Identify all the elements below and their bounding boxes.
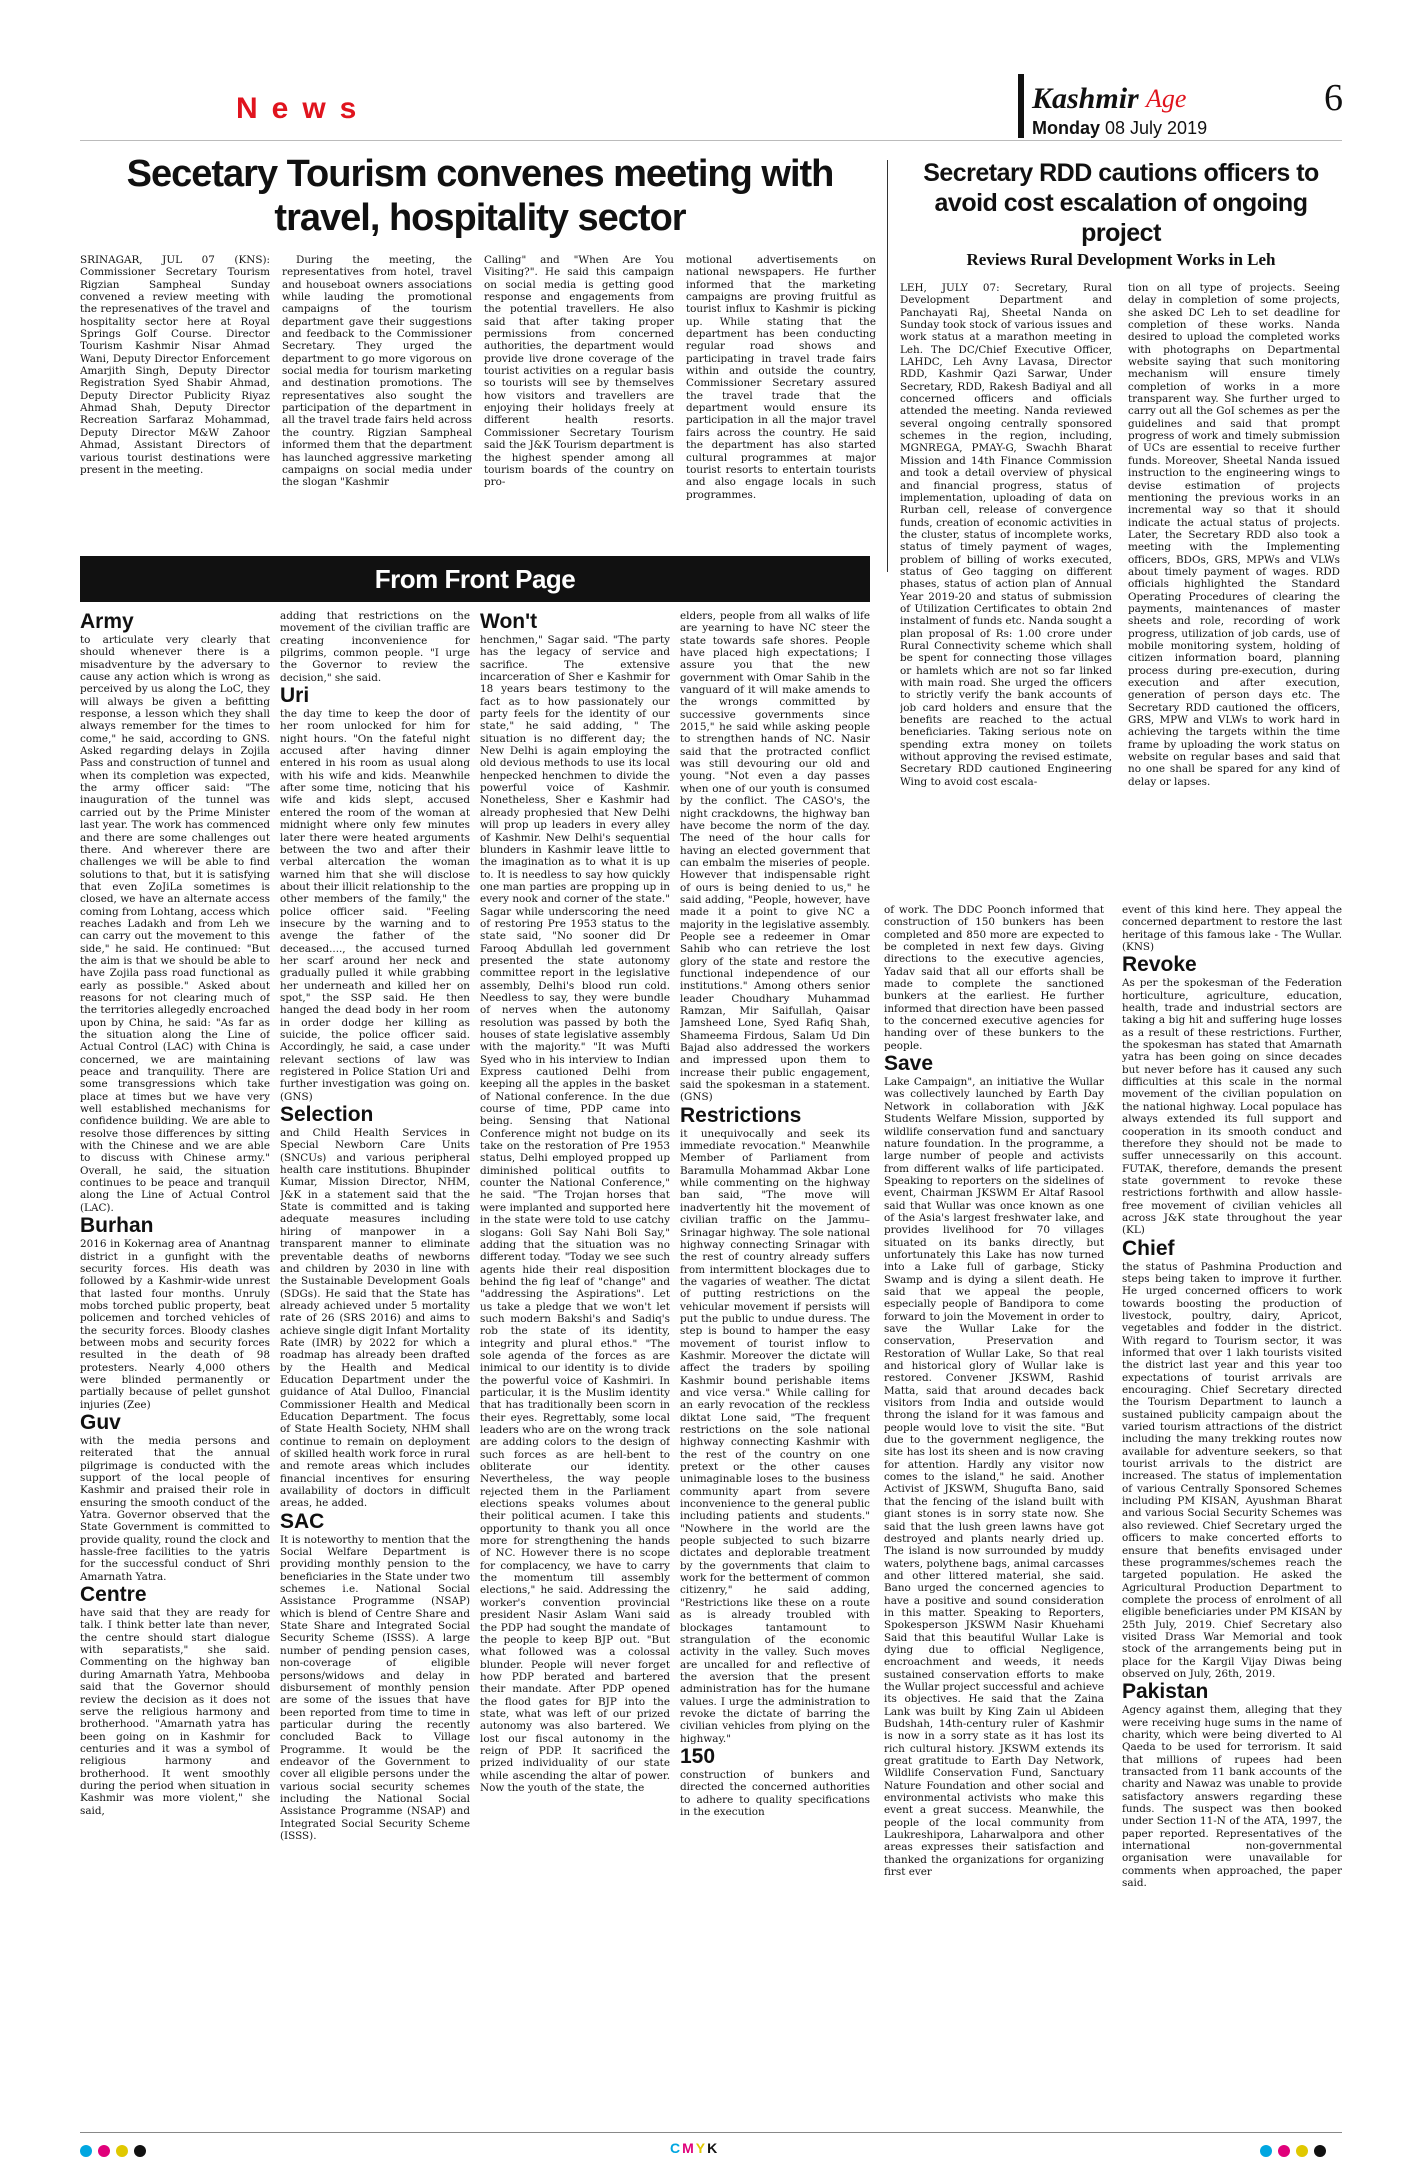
article-text: construction of bunkers and directed the concerned authorities to adhere to quality specifications in the execution [680,1768,870,1818]
subhead-revoke: Revoke [1122,953,1197,977]
front-page-col-3 [480,610,670,2126]
article-text: It is noteworthy to mention that the Social Welfare Department is providing monthly pension to the beneficiaries in the State under two schemes i.e. National Social Assistance Programme (NSAP) which is blend of Centre Share and State Share and Integrated Social Security Scheme (ISSS). A large number of pending pension cases, non-coverage of eligible persons/widows and delay in disbursement of monthly pension are some of the issues that have been reported from time to time in particular during the recently concluded Back to Village Programme. It would be the endeavor of the Government to cover all eligible persons under the various social security schemes including the National Social Assistance Programme (NSAP) and Integrated Social Security Scheme (ISSS). [280,1533,470,1842]
subhead-save: Save [884,1052,934,1076]
subhead-sac: SAC [280,1509,325,1533]
subhead-won-t: Won't [480,610,538,633]
story1-col-3: Calling" and "When Are You Visiting?". He said this campaign on social media is getting good response and engagements from the potential travellers. He also said that after taking proper permissions from concerned authorities, the department would provide live drone coverage of the tourist activities on a regular basis so tourists will see by themselves how visitors and travellers are enjoying their holidays freely at different health resorts. Commissioner Secretary Tourism said the J&K Tourism department is the highest spender among all tourism boards of the country on pro- [484,254,674,489]
article-text: adding that restrictions on the movement of the civilian traffic are creating inconvenience for pilgrims, common people. "I urge the Governor to review the decision," she said. [280,610,470,684]
article-text: the status of Pashmina Production and steps being taken to improve it further. He urged concerned officers to work towards boosting the production of livestock, poultry, dairy, Apricot, vegetables and fodder in the district. With regard to Tourism sector, it was informed that over 1 lakh tourists visited the district last year and this year too expectations of tourist arrivals are encouraging. Chief Secretary directed the Tourism Department to launch a sustained publicity campaign about the varied tourism attractions of the district including the many trekking routes now available for adventure seekers, so that tourist arrivals to the district are increased. The status of implementation of various Centrally Sponsored Schemes including PM KISAN, Ayushman Bharat and various Social Security Schemes was also reviewed. Chief Secretary urged the officers to make concerted efforts to ensure that benefits envisaged under these programmes/schemes reach the targeted population. He asked the Agricultural Production Department to complete the process of enrolment of all eligible beneficiaries under PM KISAN by 25th July, 2019. Chief Secretary also visited Drass War Memorial and took stock of the arrangements being put in place for the Kargil Vijay Diwas being observed on July, 26th, 2019. [1122,1260,1342,1680]
article-text: Agency against them, alleging that they were receiving huge sums in the name of charity, which were being diverted to Al Qaeda to be used for terrorism. It said that millions of rupees had been transacted from 11 bank accounts of the charity and Nawaz was unable to provide satisfactory answers regarding these funds. The suspect was then booked under Section 11-N of the ATA, 1997, the paper reported. Representatives of the international non-governmental organisation were unavailable for comments when approached, the paper said. [1122,1704,1342,1890]
article-text: of work. The DDC Poonch informed that construction of 150 bunkers has been completed and 850 more are expected to be completed in next few days. Giving directions to the executive agencies, Yadav said that all our efforts shall be made to complete the sanctioned bunkers at the earliest. He further informed that direction have been passed to the concerned executive agencies for handing over of these bunkers to the people. [884,904,1104,1052]
article-text: 2016 in Kokernag area of Anantnag district in a gunfight with the security forces. His death was followed by a Kashmir-wide unrest that lasted four months. Unruly mobs torched public property, beat policemen and torched vehicles of the security forces. Bloody clashes between mobs and security forces resulted in the death of 98 protesters. Nearly 4,000 others were blinded permanently or partially because of pellet gunshot injuries (Zee) [80,1238,270,1411]
front-page-banner: From Front Page [80,556,870,602]
article-text: event of this kind here. They appeal the concerned department to restore the last heritage of this famous lake - The Wullar. (KNS) [1122,904,1342,954]
footer-rule [80,2132,1342,2133]
newspaper-logo [1018,74,1338,144]
article-text: and Child Health Services in Special Newborn Care Units (SNCUs) and various peripheral health care institutions. Bhupinder Kumar, Mission Director, NHM, J&K in a statement said that the State is committed and is taking adequate measures including hiring of manpower in a transparent manner to eliminate preventable deaths of newborns and children by 2030 in line with the Sustainable Development Goals (SDGs). He said that the State has already achieved under 5 mortality rate of 26 (SRS 2016) and aims to achieve single digit Infant Mortality Rate (IMR) by 2022 for which a roadmap has already been drafted by the Health and Medical Education Department under the guidance of Atal Dulloo, Financial Commissioner Health and Medical Education Department. The focus of State Health Society, NHM shall continue to remain on deployment of skilled health work force in rural and remote areas which includes financial incentives for ensuring availability of doctors in difficult areas, he added. [280,1127,470,1510]
article-text: As per the spokesman of the Federation horticulture, agriculture, education, health, trade and industrial sectors are taking a big hit and suffering huge losses as a result of these restrictions. Further, the spokesman has stated that Amarnath yatra has been going on since decades but never before has it caused any such difficulties at this scale in the normal movement of the civilian population on the national highway. Local populace has always extended its full support and cooperation in its smooth conduct and therefore they should not be made to suffer unnecessarily on this account. FUTAK, therefore, demands the present state government to revoke these restrictions forthwith and allow hassle-free movement of civilian vehicles all across J&K state throughout the year (KL) [1122,977,1342,1237]
article-text: it unequivocally and seek its immediate revocation." Meanwhile Member of Parliament from Baramulla Mohammad Akbar Lone while commenting on the highway ban said, "The move will inadvertently hit the movement of civilian traffic on the Jammu–Srinagar highway. The sole national highway connecting Srinagar with the rest of country already suffers from intermittent blockages due to the vagaries of weather. The dictat of putting restrictions on the vehicular movement if persists will put the public to undue duress. The step is bound to hamper the easy movement of tourist inflow to Kashmir. Moreover the dictate will affect the traders by spoiling Kashmir bound perishable items and vice versa." While calling for an early revocation of the reckless diktat Lone said, "The frequent restrictions on the sole national highway connecting Kashmir with the rest of the country on one pretext or the other causes unimaginable loses to the business community apart from severe inconvenience to the general public including patients and students." "Nowhere in the world are the people subjected to such bizarre dictates and deplorable treatment by the governments that claim to work for the betterment of common citizenry," he said adding, "Restrictions like these on a route as is already troubled with blockages tantamount to strangulation of the economic activity in the valley. Such moves are uncalled for and reflective of the aversion that the present administration has for the humane values. I urge the administration to revoke the dictate of barring the civilian vehicles from plying on the highway." [680,1127,870,1745]
column-divider [887,160,888,572]
section-title: News [236,92,371,125]
article-text: to articulate very clearly that should whenever there is a misadventure by the adversary to cause any action which is wrong as perceived by us along the LoC, they will always be given a befitting response, a lesson which they shall always remember for the times to come," he said, according to GNS. Asked regarding delays in Zojila Pass and construction of tunnel and when its completion was expected, the army officer said: "The inauguration of the tunnel was carried out by the Prime Minister last year. The work has commenced and there are some challenges out there. And wherever there are challenges we will be able to find solutions to that, but it is satisfying that even ZoJiLa sometimes is closed, we have an alternate access coming from Lohtang, access which reaches Ladakh and from Leh we can carry out the movement to this side," he said. He continued: "But the aim is that we should be able to have Zojila pass road functional as early as possible." Asked about reasons for not clearing much of the territories allegedly encroached upon by China, he said: "As far as the situation along the Line of Actual Control (LAC) with China is concerned, we are maintaining peace and tranquility. There are some transgressions which take place at times but we have very well established mechanisms for confidence building. We are able to resolve those differences by sitting with the Chinese and we are able to discuss with Chinese army." Overall, he said, the situation continues to be peace and tranquil along the Line of Actual Control (LAC). [80,634,270,1214]
article-text: the day time to keep the door of her room unlocked for him for night hours. "On the fateful night accused after having dinner entered in his room as usual along with his wife and kids. Meanwhile after some time, noticing that his wife and kids slept, accused entered the room of the woman at midnight where only few minutes later there were heated arguments between the two and after their verbal altercation the woman warned him that she will disclose about their illicit relationship to the other members of the family," the police officer said. "Feeling insecure by the warning and to avenge the father of the deceased...., the accused turned her scarf around her neck and gradually pulled it while grabbing her underneath and killed her on spot," the SSP said. He then hanged the dead body in her room in order dodge her killing as suicide, the police officer said. Accordingly, he said, a case under relevant sections of law was registered in Police Station Uri and further investigation was going on. (GNS) [280,708,470,1103]
story2-subhead: Reviews Rural Development Works in Leh [966,250,1276,269]
front-page-col-5 [884,904,1104,2126]
subhead-centre: Centre [80,1583,147,1607]
subhead-150: 150 [680,1744,716,1768]
issue-date: Monday 08 July 2019 [1032,118,1208,138]
story1-col-1: SRINAGAR, JUL 07 (KNS): Commissioner Secretary Tourism Rigzian Sampheal Sunday convened a review meeting with the represenatives of the travel and hospitality sector here at Royal Springs Golf Course. Director Tourism Kashmir Nisar Ahmad Wani, Deputy Director Enforcement Amarjith Singh, Deputy Director Registration Syed Shabir Ahmad, Deputy Director Publicity Riyaz Ahmad Shah, Deputy Director Recreation Sarfaraz Mohammad, Deputy Director M&W Zahoor Ahmad, Assistant Directors of various tourist destinations were present in the meeting. [80,254,270,476]
subhead-uri: Uri [280,684,310,708]
article-text: henchmen," Sagar said. "The party has the legacy of service and sacrifice. The extensive incarceration of Sher e Kashmir for 18 years bears testimony to the fact as to how passionately our party feels for the identity of our state," he said adding, " The situation is no different day; the New Delhi is again employing the old devious methods to use its local henpecked henchmen to divide the powerful voice of Kashmir. Nonetheless, Sher e Kashmir had already prophesied that New Delhi will prop up leaders in every alley of Kashmir. New Delhi's sequential blunders in Kashmir leave little to the imagination as to what it is up to. It is needless to say how quickly one man parties are propping up in every nook and corner of the state." Sagar while underscoring the need of restoring Pre 1953 status to the state said, "No sooner did Dr Farooq Abdullah led government presented the state autonomy committee report in the legislative assembly, Delhi's blood run cold. Needless to say, they were bundle of nerves when the autonomy resolution was passed by both the houses of state legislative assembly with the majority." "It was Mufti Syed who in his interview to Indian Express cautioned Delhi from keeping all the apples in the basket of National conference. In the due course of time, PDP came into being. Sensing that National Conference might not budge on its take on the restoration of Pre 1953 status, Delhi employed propped up diminished political outfits to counter the National Conference," he said. "The Trojan horses that were implanted and supported here in the state were told to use catchy slogans: Goli Say Nahi Boli Say," adding that the situation was no different today. "Today we see such agents hide their real disposition behind the fig leaf of "change" and "addressing the Aspirations". Let us take a pledge that we won't let such modern Bakshi's and Sadiq's rob the state of its identity, integrity and plural ethos." "The sole agenda of the forces as are inimical to our identity is to divide the powerful voice of Kashmiri. In particular, it is the Muslim identity that has traditionally been scorn in their eyes. Regrettably, some local leaders who are on the wrong track are adding colors to the design of such forces as are hell-bent to obliterate our identity. Nevertheless, the way people rejected them in the Parliament elections speaks volumes about their political acumen. I take this opportunity to thank you all once more for strengthening the hands of NC. However there is no scope for complacency, we have to carry the momentum till assembly elections," he said. Addressing the worker's convention provincial president Nasir Aslam Wani said the PDP had sought the mandate of the people to keep BJP out. "But what followed was a colossal blunder. People will never forget how PDP berated and bartered their mandate. After PDP opened the flood gates for BJP into the state, what was left of our prized autonomy was also bartered. We lost our fiscal autonomy in the reign of PDP. It sacrificed the prized individuality of our state while ascending the altar of power. Now the youth of the state, the [480,634,670,1794]
subhead-army: Army [80,610,134,633]
front-page-col-2 [280,610,470,2126]
subhead-burhan: Burhan [80,1214,154,1238]
story1-headline: Secetary Tourism convenes meeting with travel, hospitality sector [126,153,834,239]
article-text: have said that they are ready for talk. I think better late than never, the centre should start dialogue with separatists," she said. Commenting on the highway ban during Amarnath Yatra, Mehbooba said that the Governor should review the decision as it does not serve the religious harmony and brotherhood. "Amarnath yatra has been going on in Kashmir for centuries and it was a symbol of religious harmony and brotherhood. It went smoothly during the period when situation in Kashmir was more violent," she said, [80,1607,270,1817]
story1-col-4: motional advertisements on national newspapers. He further informed that the marketing campaigns are proving fruitful as tourist influx to Kashmir is picking up. While stating that the department has been conducting regular road shows and participating in travel trade fairs within and outside the country, Commissioner Secretary assured the travel trade that the department would ensure its participation in all the major travel fairs across the country. He said the department has also started cultural programmes at major tourist resorts to entertain tourists and also engage locals in such programmes. [686,254,876,501]
page-number: 6 [1324,77,1343,119]
logo-accent: Age [1146,84,1187,113]
logo-main: Kashmir [1032,82,1139,115]
story2-headline: Secretary RDD cautions officers to avoid cost escalation of ongoing project [923,159,1319,247]
subhead-guv: Guv [80,1410,121,1434]
front-page-col-1 [80,610,270,2126]
logo-bar [1018,74,1024,138]
registration-dots-right [1260,2142,1332,2156]
registration-dots-left [80,2142,152,2156]
subhead-chief: Chief [1122,1236,1175,1260]
story1-col-2: During the meeting, the representatives from hotel, travel and houseboat owners associations while lauding the promotional campaigns of the tourism department gave their suggestions and feedback to the Commissioner Secretary. They urged the department to go more vigorous on social media for tourism marketing and destination promotions. The representatives also sought the participation of the department in all the travel trade fairs held across the country. Rigzian Sampheal informed them that the department has launched aggressive marketing campaigns on social media under the slogan "Kashmir [282,254,472,489]
subhead-selection: Selection [280,1103,374,1127]
front-page-col-4 [680,610,870,2126]
story2-col-2: tion on all type of projects. Seeing delay in completion of some projects, she asked DC Leh to set deadline for completion of these works. Nanda desired to upload the completed works with photographs on Departmental website saying that such monitoring mechanism will ensure timely completion of works in a more transparent way. She further urged to carry out all the GoI schemes as per the guidelines and said that prompt progress of work and timely submission of UCs are essential to receive further funds. Moreover, Sheetal Nanda issued instruction to the engineering wings to devise estimation of projects mentioning the previous works in an incremental way so that it should indicate the actual status of projects. Later, the Secretary RDD also took a meeting with the Implementing officers, BDOs, GRS, MPWs and VLWs about timely payment of wages. RDD officials highlighted the Standard Operating Procedures of clearing the payments, maintenances of master sheets and role, recording of work progress, utilization of job cards, use of mobile monitoring system, holding of citizen information board, planning process during pre-execution, during execution and after execution, generation of person days etc. The Secretary RDD cautioned the officers, GRS, MPW and VLWs to work hard in achieving the targets within the time frame by uploading the work status on website on regular bases and said that no one shall be spared for any kind of delay or lapses. [1128,282,1340,788]
article-text: elders, people from all walks of life are yearning to have NC steer the state towards safe shores. People have placed high expectations; I assure you that the new government with Omar Sahib in the vanguard of it will make amends to the wrongs committed by successive governments since 2015," he said while asking people to strengthen hands of NC. Nasir said that the protracted conflict was still devouring our old and young. "Not even a day passes when one of our youth is consumed by the conflict. The CASO's, the night crackdowns, the highway ban have become the norm of the day. The need of the hour calls for having an elected government that can embalm the miseries of people. However that indispensable right of ours is being denied to us," he said adding, "People, however, have made it a point to give NC a majority in the legislative assembly. People see a redeemer in Omar Sahib who can retrieve the lost glory of the state and restore the functional independence of our institutions." Among others senior leader Choudhary Muhammad Ramzan, Mir Saifullah, Qaisar Jamsheed Lone, Syed Rafiq Shah, Shameema Firdous, Salam Ud Din Bajad also addressed the workers and impressed upon them to increase their public engagement, said the spokesman in a statement. (GNS) [680,610,870,1104]
story2-col-1: LEH, JULY 07: Secretary, Rural Development Department and Panchayati Raj, Sheetal Nanda on Sunday took stock of various issues and work status at a marathon meeting in Leh. The DC/Chief Executive Officer, LAHDC, Leh Avny Lavasa, Director RDD, Kashmir Qazi Sarwar, Under Secretary, RDD, Rakesh Badiyal and all concerned officers and officials attended the meeting. Nanda reviewed several ongoing centrally sponsored schemes in the region, including, MGNREGA, PMAY-G, Swachh Bharat Mission and 14th Finance Commission and took a detail overview of physical and financial progress, status of implementation, uploading of data on Rurban cell, release of convergence funds, creation of economic activities in the cluster, status of incomplete works, status of timely payment of wages, problem of billing of works executed, status of Geo tagging on different phases, status of action plan of Annual Year 2019-20 and status of submission of Utilization Certificates to obtain 2nd instalment of funds etc. Nanda sought a plan proposal of Rs: 1.00 crore under Rural Connectivity scheme which shall be spent for connecting those villages or hamlets which are not so far linked with main road. She urged the officers to strictly verify the bank accounts of job card holders and ensure that the benefits are reached to the actual beneficiaries. Taking serious note on spending extra money on toilets without approving the revised estimate, Secretary RDD cautioned Engineering Wing to avoid cost escala- [900,282,1112,788]
article-text: with the media persons and reiterated that the annual pilgrimage is conducted with the support of the local people of Kashmir and praised their role in ensuring the smooth conduct of the Yatra. Governor observed that the State Government is committed to provide quality, round the clock and hassle-free facilities to the yatris for the successful conduct of Shri Amarnath Yatra. [80,1434,270,1583]
cmyk-mark: CMYK [670,2140,720,2156]
masthead-rule [80,140,1342,141]
subhead-pakistan: Pakistan [1122,1680,1209,1704]
subhead-restrictions: Restrictions [680,1103,802,1127]
article-text: Lake Campaign", an initiative the Wullar was collectively launched by Earth Day Network in collaboration with J&K Students Welfare Mission, supported by wildlife conservation fund and sanctuary nature foundation. In the programme, a large number of people and activists from different walks of life participated. Speaking to reporters on the sidelines of event, Chairman JKSWM Er Altaf Rasool said that Wullar was once known as one of the Asia's largest freshwater lake, and provides livelihood for 70 villages situated on its banks directly, but unfortunately this Lake has now turned into a Lake full of garbage, Sticky Swamp and is dying a silent death. He said that we appeal the people, especially people of Bandipora to come forward to join the Movement in order to save the Wullar Lake for the conservation, Preservation and Restoration of Wullar Lake, So that real and historical glory of Wullar lake is restored. Convener JKSWM, Rashid Matta, said that around decades back visitors from India and outside would throng the island for it was famous and people would love to visit the site. "But due to the government negligence, the site has lost its sheen and is now craving for attention. Hardly any visitor now comes to the island," he said. Another Activist of JKSWM, Shugufta Bano, said that the fencing of the island built with giant stones is in sorry state now. She said that the lush green lawns have got destroyed and plants nearly dried up. The island is now surrounded by muddy waters, polythene bags, animal carcasses and other littered material, she said. Bano urged the concerned agencies to have a positive and sound consideration in this matter. Speaking to Reporters, Spokesperson JKSWM Nasir Khuehami Said that this beautiful Wullar Lake is dying due to official Negligence, encroachment and weeds, it needs sustained conservation efforts to make the Wullar project successful and achieve its objectives. He said that the Zaina Lank was built by King Zain ul Abideen Budshah, 14th-century ruler of Kashmir is now in a sorry state as it has lost its rich cultural history. JKSWM extends its great gratitude to Earth Day Network, Wildlife Conservation Fund, Sanctuary Nature Foundation and other social and environmental activists who make this event a great success. Meanwhile, the people of the local community from Laukreshipora, Laharwalpora and other areas expresses their satisfaction and thanked the organizations for organizing first ever [884,1076,1104,1879]
front-page-col-6 [1122,904,1342,2126]
